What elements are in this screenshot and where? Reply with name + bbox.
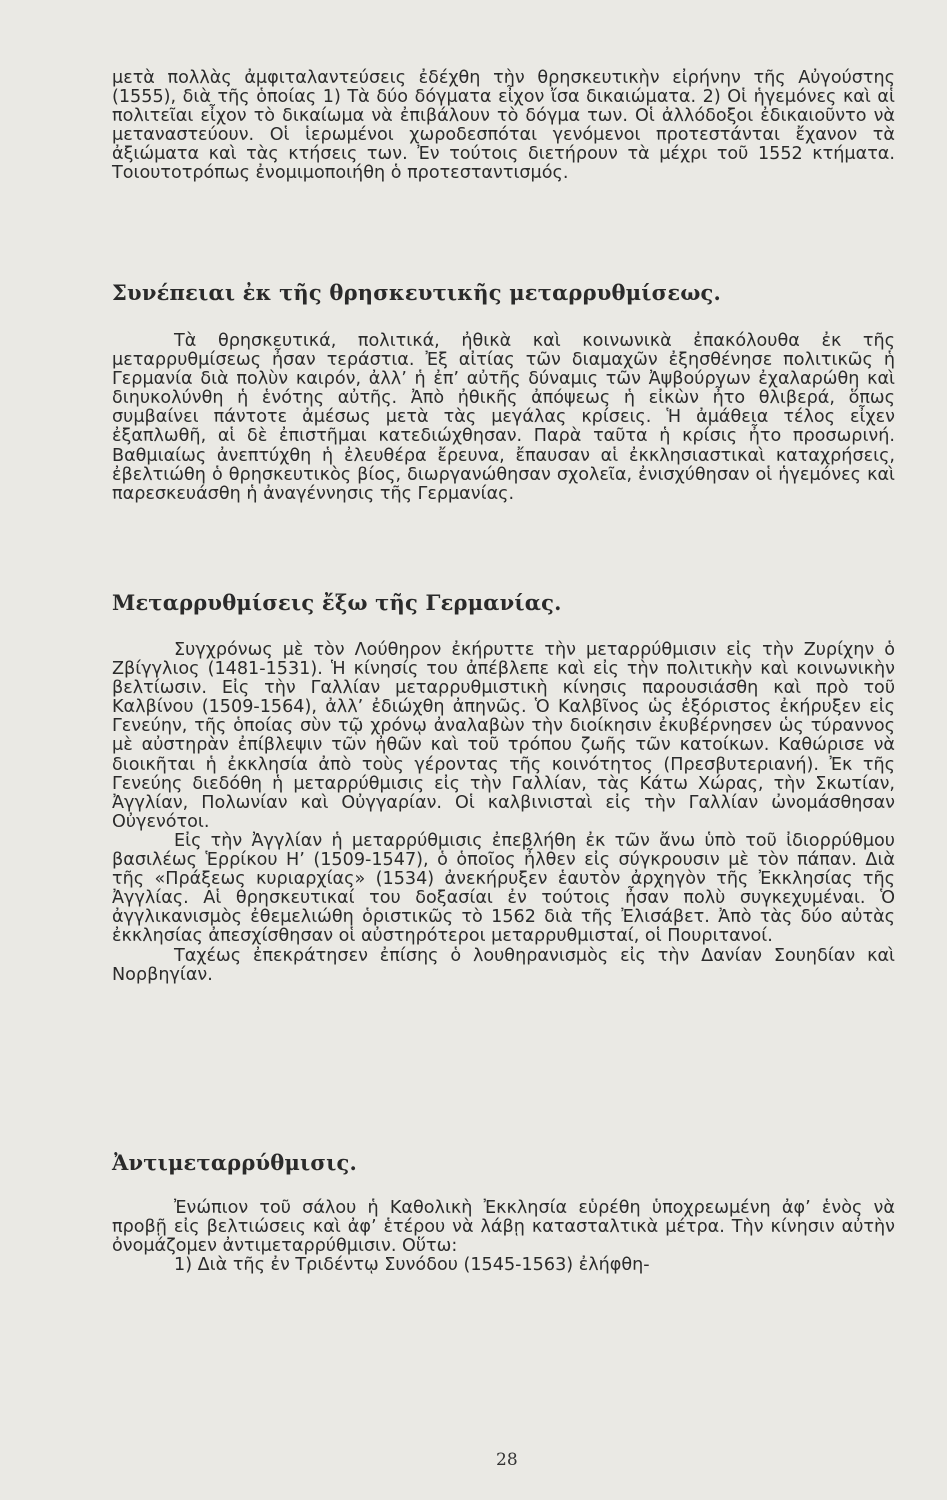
section2-body xyxy=(112,641,895,985)
section2-paragraph-2: Εἰς τὴν Ἀγγλίαν ἡ μεταρρύθμισις ἐπεβλήθη ἐκ τῶν ἄνω ὑπὸ τοῦ ἰδιορρύθμου βασιλέως Ἑρρίκου Η’ (1509-1547), ὁ ὁποῖος ἦλθεν εἰς σύγκρουσιν μὲ τὸν πάπαν. Διὰ τῆς «Πράξεως κυριαρχίας» (1534) ἀνεκήρυξεν ἑαυτὸν ἀρχηγὸν τῆς Ἐκκλησίας τῆς Ἀγγλίας. Αἱ θρησκευτικαί του δοξασίαι ἐν τούτοις ἦσαν πολὺ συγκεχυμέναι. Ὁ ἀγγλικανισμὸς ἐθεμελιώθη ὁριστικῶς τὸ 1562 διὰ τῆς Ἐλισάβετ. Ἀπὸ τὰς δύο αὐτὰς ἐκκλησίας ἀπεσχίσθησαν οἱ αὐστηρότεροι μεταρρυθμισταί, οἱ Πουριτανοί. xyxy=(112,830,895,947)
section2-paragraph-3: Ταχέως ἐπεκράτησεν ἐπίσης ὁ λουθηρανισμὸς εἰς τὴν Δανίαν Σουηδίαν καὶ Νορβηγίαν. xyxy=(112,945,895,985)
section2-paragraph-1: Συγχρόνως μὲ τὸν Λούθηρον ἐκήρυττε τὴν μεταρρύθμισιν εἰς τὴν Ζυρίχην ὁ Ζβίγγλιος (1481-1531). Ἡ κίνησίς του ἀπέβλεπε καὶ εἰς τὴν πολιτικὴν καὶ κοινωνικὴν βελτίωσιν. Εἰς τὴν Γαλλίαν μεταρρυθμιστικὴ κίνησις παρουσιάσθη καὶ πρὸ τοῦ Καλβίνου (1509-1564), ἀλλ’ ἐδιώχθη ἀπηνῶς. Ὁ Καλβῖνος ὡς ἐξόριστος ἐκήρυξεν εἰς Γενεύην, τῆς ὁποίας σὺν τῷ χρόνῳ ἀναλαβὼν τὴν διοίκησιν ἐκυβέρνησεν ὡς τύραννος μὲ αὐστηρὰν ἐπίβλεψιν τῶν ἠθῶν καὶ τοῦ τρόπου ζωῆς τῶν κατοίκων. Καθώρισε νὰ διοικῆται ἡ ἐκκλησία ἀπὸ τοὺς γέροντας τῆς κοινότητος (Πρεσβυτεριανή). Ἐκ τῆς Γενεύης διεδόθη ἡ μεταρρύθμισις εἰς τὴν Γαλλίαν, τὰς Κάτω Χώρας, τὴν Σκωτίαν, Ἀγγλίαν, Πολωνίαν καὶ Οὐγγαρίαν. Οἱ καλβινισταὶ εἰς τὴν Γαλλίαν ὠνομάσθησαν Οὐγενότοι. xyxy=(112,640,895,832)
section1-paragraph: Τὰ θρησκευτικά, πολιτικά, ἠθικὰ καὶ κοινωνικὰ ἐπακόλουθα ἐκ τῆς μεταρρυθμίσεως ἦσαν τεράστια. Ἐξ αἰτίας τῶν διαμαχῶν ἐξησθένησε πολιτικῶς ἡ Γερμανία διὰ πολὺν καιρόν, ἀλλ’ ἡ ἐπ’ αὐτῆς δύναμις τῶν Ἀψβούργων ἐχαλαρώθη καὶ διηυκολύνθη ἡ ἑνότης αὐτῆς. Ἀπὸ ἠθικῆς ἀπόψεως ἡ εἰκὼν ἦτο θλιβερά, ὅπως συμβαίνει πάντοτε ἀμέσως μετὰ τὰς μεγάλας κρίσεις. Ἡ ἀμάθεια τέλος εἶχεν ἐξαπλωθῆ, αἱ δὲ ἐπιστῆμαι κατεδιώχθησαν. Παρὰ ταῦτα ἡ κρίσις ἦτο προσωρινή. Βαθμιαίως ἀνεπτύχθη ἡ ἐλευθέρα ἔρευνα, ἔπαυσαν αἱ ἐκκλησιαστικαὶ καταχρήσεις, ἐβελτιώθη ὁ θρησκευτικὸς βίος, διωργανώθησαν σχολεῖα, ἐνισχύθησαν οἱ ἡγεμόνες καὶ παρεσκευάσθη ἡ ἀναγέννησις τῆς Γερμανίας. xyxy=(112,331,895,504)
section-heading-reforms-outside-germany: Μεταρρυθμίσεις ἔξω τῆς Γερμανίας. xyxy=(112,590,562,615)
section1-body xyxy=(112,332,895,504)
section3-list-item: 1) Διὰ τῆς ἐν Τριδέντῳ Συνόδου (1545-1563) ἐλήφθη- xyxy=(174,1255,650,1276)
section-heading-counter-reformation: Ἀντιμεταρρύθμισις. xyxy=(112,1150,357,1175)
section3-paragraph: Ἐνώπιον τοῦ σάλου ἡ Καθολικὴ Ἐκκλησία εὑρέθη ὑποχρεωμένη ἀφ’ ἑνὸς νὰ προβῇ εἰς βελτιώσεις καὶ ἀφ’ ἑτέρου νὰ λάβῃ κατασταλτικὰ μέτρα. Τὴν κίνησιν αὐτὴν ὀνομάζομεν ἀντιμεταρρύθμισιν. Οὕτω: xyxy=(112,1198,895,1257)
page-number: 28 xyxy=(496,1450,518,1470)
intro-paragraph: μετὰ πολλὰς ἀμφιταλαντεύσεις ἐδέχθη τὴν θρησκευτικὴν εἰρήνην τῆς Αὐγούστης (1555), διὰ τῆς ὁποίας 1) Τὰ δύο δόγματα εἶχον ἴσα δικαιώματα. 2) Οἱ ἡγεμόνες καὶ αἱ πολιτεῖαι εἶχον τὸ δικαίωμα νὰ ἐπιβάλουν τὸ δόγμα των. Οἱ ἀλλόδοξοι ἐδικαιοῦντο νὰ μεταναστεύουν. Οἱ ἱερωμένοι χωροδεσπόται γενόμενοι προτεστάνται ἔχανον τὰ ἀξιώματα καὶ τὰς κτήσεις των. Ἐν τούτοις διετήρουν τὰ μέχρι τοῦ 1552 κτήματα. Τοιουτοτρόπως ἐνομιμοποιήθη ὁ προτεσταντισμός. xyxy=(112,68,895,184)
intro-paragraph-block xyxy=(112,69,895,184)
section3-body xyxy=(112,1199,895,1275)
section-heading-consequences: Συνέπειαι ἐκ τῆς θρησκευτικῆς μεταρρυθμίσεως. xyxy=(112,280,722,305)
